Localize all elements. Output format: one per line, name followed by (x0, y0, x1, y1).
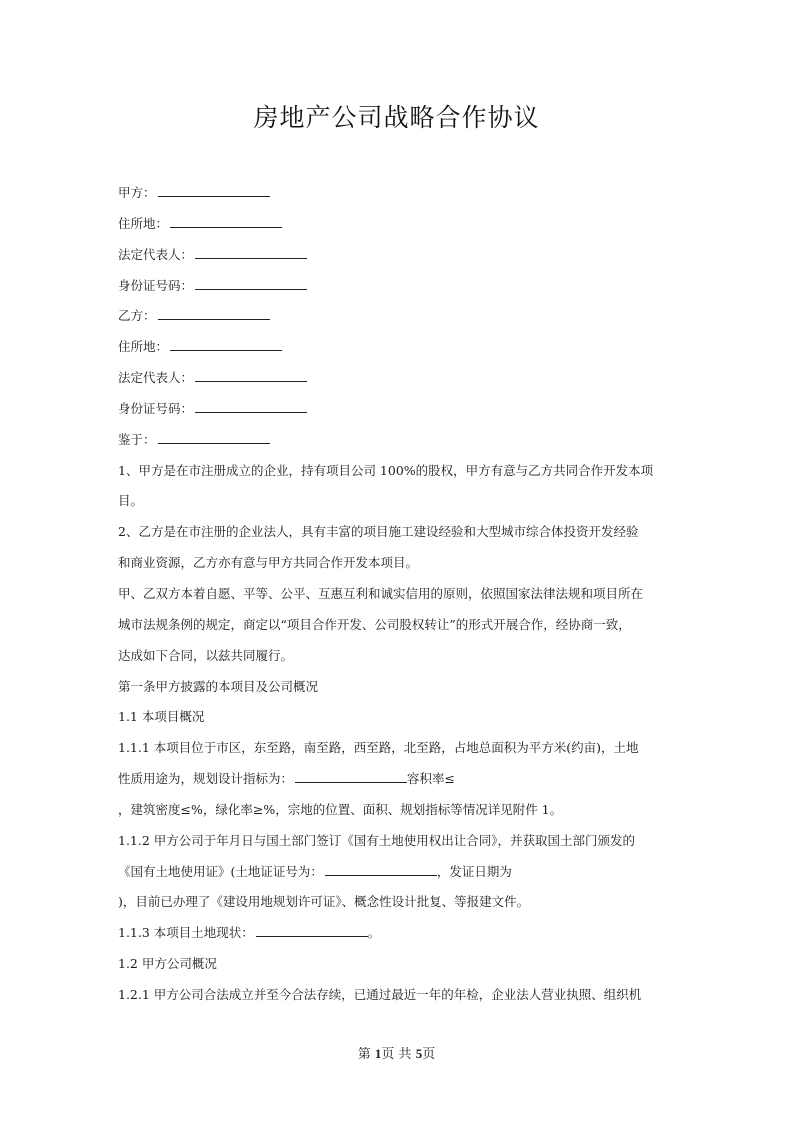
document-title: 房地产公司战略合作协议 (253, 103, 540, 132)
clause-text: 1.1.3 本项目土地现状： (118, 925, 254, 941)
fill-in-blank (295, 772, 407, 783)
fill-in-blank (158, 433, 270, 444)
clause-text: 《国有土地使用证》(土地证证号为： (118, 863, 323, 879)
field-label: 身份证号码： (118, 400, 194, 416)
preamble-line-3: 达成如下合同，以兹共同履行。 (118, 647, 294, 663)
fill-in-blank (195, 279, 307, 290)
document-body (118, 178, 678, 1011)
party-b-address-field (118, 332, 678, 363)
recital-2-line-2: 和商业资源，乙方亦有意与甲方共同合作开发本项目。 (118, 555, 419, 571)
field-label: 住所地： (118, 339, 169, 355)
field-label: 法定代表人： (118, 246, 194, 262)
fill-in-blank (158, 186, 270, 197)
fill-in-blank (170, 217, 282, 228)
footer-prefix: 第 (357, 1047, 375, 1062)
recital-1-line-1: 1、甲方是在市注册成立的企业，持有项目公司 100%的股权，甲方有意与乙方共同合作开发本项 (118, 462, 654, 478)
whereas-field (118, 425, 678, 456)
party-b-field (118, 301, 678, 332)
fill-in-blank (170, 340, 282, 351)
field-label: 鉴于： (118, 431, 156, 447)
preamble-line-2: 城市法规条例的规定，商定以“项目合作开发、公司股权转让”的形式开展合作，经协商一致， (118, 616, 631, 632)
recital-1-line-2: 目。 (118, 493, 144, 509)
preamble-line-1: 甲、乙双方本着自愿、平等、公平、互惠互利和诚实信用的原则，依照国家法律法规和项目所在 (118, 585, 644, 601)
clause-text: 。 (367, 925, 381, 941)
clause-1-2-1-line-1: 1.2.1 甲方公司合法成立并至今合法存续，已通过最近一年的年检，企业法人营业执照、组织机 (118, 986, 642, 1002)
field-label: 乙方： (118, 308, 156, 324)
party-a-legal-rep-field (118, 240, 678, 271)
clause-1-1-1-line-2 (118, 764, 678, 795)
footer-suffix: 页 (422, 1047, 436, 1062)
fill-in-blank (256, 926, 368, 937)
fill-in-blank (325, 865, 437, 876)
footer-middle: 页 共 (381, 1047, 416, 1062)
clause-1-1-2-line-3: )，目前已办理了《建设用地规划许可证》、概念性设计批复、等报建文件。 (118, 894, 530, 910)
recital-2-line-1: 2、乙方是在市注册的企业法人，具有丰富的项目施工建设经验和大型城市综合体投资开发经验 (118, 524, 639, 540)
party-b-legal-rep-field (118, 363, 678, 394)
fill-in-blank (195, 402, 307, 413)
clause-1-1-2-line-1: 1.1.2 甲方公司于年月日与国土部门签订《国有土地使用权出让合同》，并获取国土部门颁发的 (118, 832, 636, 848)
clause-1-1-3 (118, 918, 678, 949)
field-label: 甲方： (118, 185, 156, 200)
field-label: 住所地： (118, 215, 169, 231)
field-label: 法定代表人： (118, 370, 194, 386)
clause-1-1-2-line-2 (118, 857, 678, 888)
fill-in-blank (158, 309, 270, 320)
field-label: 身份证号码： (118, 277, 194, 293)
section-1-2-heading: 1.2 甲方公司概况 (118, 956, 217, 972)
party-a-field (118, 178, 678, 209)
fill-in-blank (195, 248, 307, 259)
clause-1-1-1-line-3: ，建筑密度≤%，绿化率≥%，宗地的位置、面积、规划指标等情况详见附件 1。 (118, 801, 563, 817)
page-footer (0, 1043, 793, 1062)
clause-text: 容积率≤ (407, 771, 455, 787)
clause-text: 性质用途为，规划设计指标为： (118, 771, 294, 787)
clause-text: ，发证日期为 (436, 863, 512, 879)
party-b-id-field (118, 394, 678, 425)
total-pages-number: 5 (415, 1046, 423, 1061)
article-1-heading: 第一条甲方披露的本项目及公司概况 (118, 678, 319, 694)
section-1-1-heading: 1.1 本项目概况 (118, 709, 205, 725)
party-a-id-field (118, 271, 678, 302)
current-page-number: 1 (374, 1046, 382, 1061)
fill-in-blank (195, 371, 307, 382)
party-a-address-field (118, 209, 678, 240)
clause-1-1-1-line-1: 1.1.1 本项目位于市区，东至路，南至路，西至路，北至路，占地总面积为平方米(约亩)，土地 (118, 740, 639, 756)
